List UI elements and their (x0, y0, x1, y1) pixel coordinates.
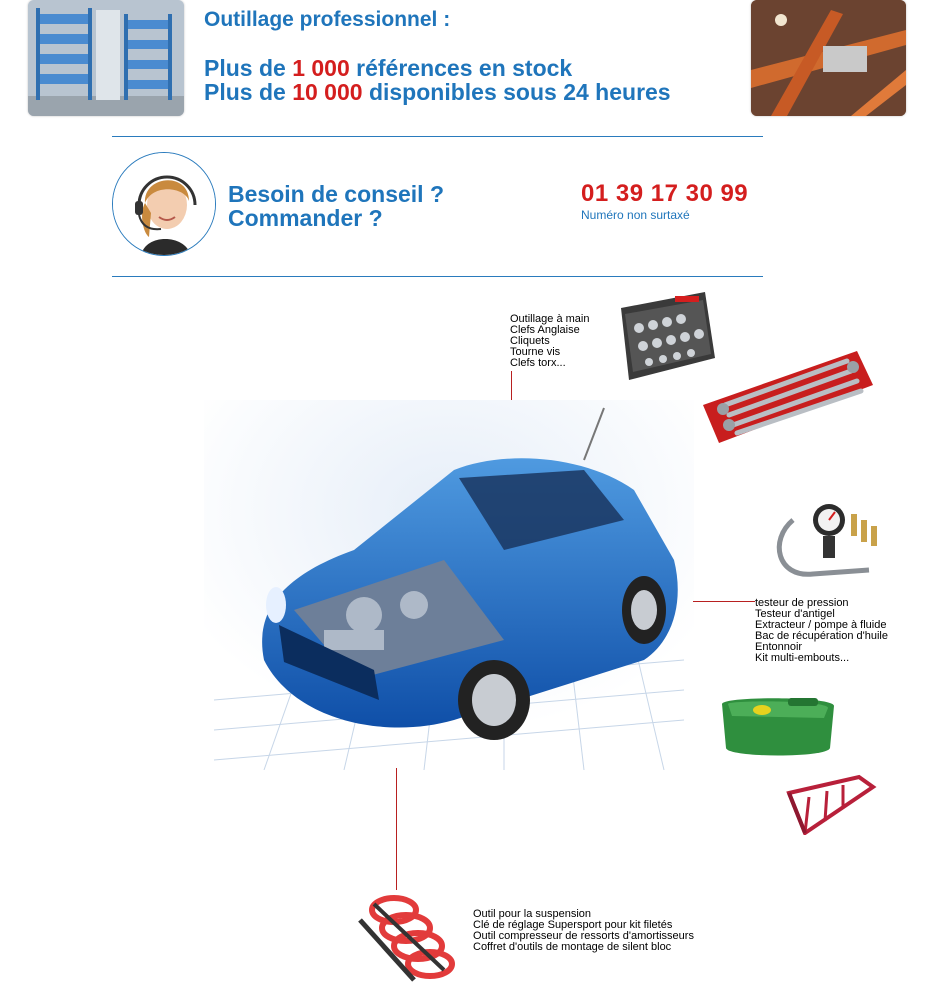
availability-line: Plus de 10 000 disponibles sous 24 heures (204, 79, 671, 105)
leader-line-hand-tools (511, 371, 512, 400)
car-ramp-icon[interactable] (785, 773, 877, 835)
phone-note: Numéro non surtaxé (581, 208, 690, 222)
list-item[interactable]: Clefs torx... (510, 357, 566, 369)
list-item[interactable]: Bac de récupération d'huile (755, 630, 888, 642)
hand-tools-list (510, 314, 590, 369)
list-item[interactable]: Entonnoir (755, 641, 803, 653)
list-item[interactable]: Clefs Anglaise (510, 324, 580, 336)
leader-line-fluids (693, 601, 755, 602)
divider-top (112, 136, 763, 137)
list-item[interactable]: Tourne vis (510, 346, 561, 358)
list-item[interactable]: Clé de réglage Supersport pour kit filetés (473, 919, 673, 931)
list-item[interactable]: Outil compresseur de ressorts d'amortisseurs (473, 930, 694, 942)
stock-line: Plus de 1 000 références en stock (204, 55, 573, 81)
banner-title: Outillage professionnel : (204, 8, 451, 31)
car-cutaway (204, 400, 694, 770)
order-question: Commander ? (228, 205, 383, 231)
operator-avatar (112, 152, 216, 256)
list-item[interactable]: Coffret d'outils de montage de silent bloc (473, 941, 672, 953)
list-item[interactable]: Extracteur / pompe à fluide (755, 619, 887, 631)
wrench-set-icon[interactable] (697, 345, 875, 451)
spring-compressor-icon[interactable] (354, 890, 462, 982)
suspension-tools-list (473, 909, 694, 953)
divider-bottom (112, 276, 763, 277)
list-item[interactable]: Testeur d'antigel (755, 608, 835, 620)
list-item[interactable]: Cliquets (510, 335, 550, 347)
stock-count: 1 000 (292, 55, 350, 81)
available-count: 10 000 (292, 79, 363, 105)
advice-question: Besoin de conseil ? (228, 181, 444, 207)
pressure-tester-icon[interactable] (773, 500, 887, 584)
oil-drain-pan-icon[interactable] (718, 692, 840, 760)
warehouse-photo (28, 0, 184, 116)
list-item[interactable]: Outil pour la suspension (473, 908, 592, 920)
fluid-tools-list (755, 598, 888, 664)
list-item[interactable]: Kit multi-embouts... (755, 652, 850, 664)
leader-line-suspension (396, 768, 397, 890)
list-item[interactable]: testeur de pression (755, 597, 849, 609)
conveyor-photo (751, 0, 906, 116)
phone-number[interactable]: 01 39 17 30 99 (581, 180, 749, 207)
list-item[interactable]: Outillage à main (510, 313, 590, 325)
